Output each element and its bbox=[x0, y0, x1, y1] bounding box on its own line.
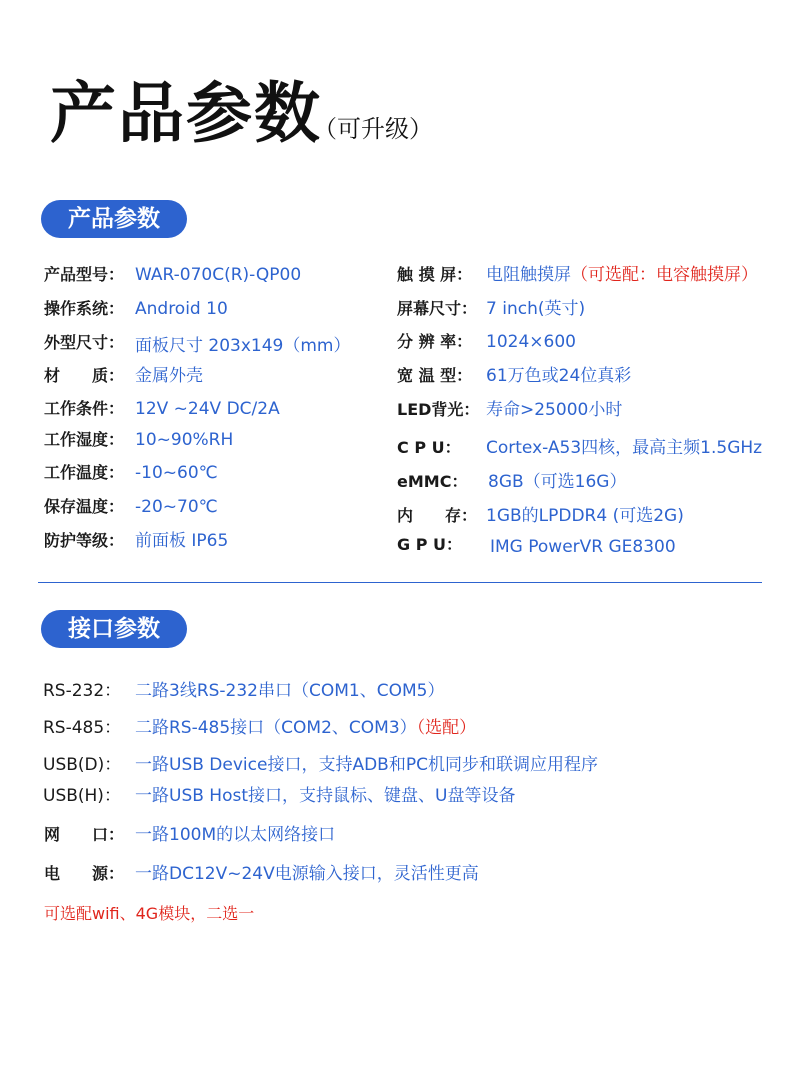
spec-value: 面板尺寸 203x149（mm） bbox=[135, 336, 351, 356]
interface-params-badge: 接口参数 bbox=[41, 610, 187, 648]
spec-value: 金属外壳 bbox=[135, 366, 203, 386]
interface-value bbox=[135, 716, 476, 740]
interface-optional-note: （选配） bbox=[416, 718, 477, 738]
interface-label: 网 口： bbox=[44, 825, 125, 844]
spec-value: Cortex-A53四核，最高主频1.5GHz bbox=[486, 438, 763, 458]
interface-value: 一路DC12V~24V电源输入接口，灵活性更高 bbox=[135, 864, 479, 884]
spec-value: Android 10 bbox=[135, 299, 228, 319]
spec-value: IMG PowerVR GE8300 bbox=[490, 537, 676, 557]
spec-label: C P U： bbox=[397, 438, 461, 457]
spec-label: 内 存： bbox=[397, 506, 478, 525]
interface-value: 一路USB Host接口，支持鼠标、键盘、U盘等设备 bbox=[135, 786, 516, 806]
interface-label: 电 源： bbox=[44, 864, 125, 883]
spec-value: 61万色或24位真彩 bbox=[486, 366, 632, 386]
interface-value: 一路100M的以太网络接口 bbox=[135, 825, 336, 845]
spec-optional-note: （可选配：电容触摸屏） bbox=[571, 265, 758, 285]
spec-label: 外型尺寸： bbox=[44, 333, 125, 352]
spec-value: 10~90%RH bbox=[135, 430, 234, 450]
spec-label: LED背光： bbox=[397, 400, 480, 419]
page-title: 产品参数 bbox=[50, 75, 322, 152]
spec-value: 前面板 IP65 bbox=[135, 531, 229, 551]
spec-value: 7 inch(英寸) bbox=[486, 299, 586, 319]
page-subtitle: （可升级） bbox=[313, 115, 433, 143]
section-divider bbox=[38, 582, 762, 583]
spec-value: 1GB的LPDDR4 (可选2G) bbox=[486, 506, 684, 526]
spec-label: 宽 温 型： bbox=[397, 366, 473, 385]
spec-label: 触 摸 屏： bbox=[397, 265, 473, 284]
interface-label: USB(H)： bbox=[43, 786, 121, 806]
interface-value: 二路3线RS-232串口（COM1、COM5） bbox=[135, 681, 445, 701]
spec-value: -20~70℃ bbox=[135, 497, 218, 517]
product-params-badge: 产品参数 bbox=[41, 200, 187, 238]
spec-label: 分 辨 率： bbox=[397, 332, 473, 351]
spec-label: 工作温度： bbox=[44, 463, 125, 482]
spec-label: 工作条件： bbox=[44, 399, 125, 418]
optional-modules-note: 可选配wifi、4G模块，二选一 bbox=[44, 904, 255, 923]
interface-label: RS-232： bbox=[43, 681, 122, 701]
spec-value: 寿命>25000小时 bbox=[486, 400, 623, 420]
spec-value: WAR-070C(R)-QP00 bbox=[135, 265, 302, 285]
spec-label: G P U： bbox=[397, 535, 462, 554]
spec-label: 保存温度： bbox=[44, 497, 125, 516]
spec-label: 屏幕尺寸： bbox=[397, 299, 478, 318]
spec-value: -10~60℃ bbox=[135, 463, 218, 483]
spec-label: 工作湿度： bbox=[44, 430, 125, 449]
interface-label: USB(D)： bbox=[43, 755, 122, 775]
spec-value: 8GB（可选16G） bbox=[488, 472, 627, 492]
spec-label: 操作系统： bbox=[44, 299, 125, 318]
spec-value-main: 电阻触摸屏 bbox=[486, 265, 571, 285]
spec-label: eMMC： bbox=[397, 472, 468, 491]
spec-value: 12V ~24V DC/2A bbox=[135, 399, 280, 419]
spec-label: 防护等级： bbox=[44, 531, 125, 550]
spec-label: 材 质： bbox=[44, 366, 125, 385]
interface-value: 一路USB Device接口，支持ADB和PC机同步和联调应用程序 bbox=[135, 755, 598, 775]
spec-value: 1024×600 bbox=[486, 332, 576, 352]
spec-value bbox=[486, 263, 758, 287]
spec-label: 产品型号： bbox=[44, 265, 125, 284]
interface-value-main: 二路RS-485接口（COM2、COM3） bbox=[135, 718, 417, 738]
interface-label: RS-485： bbox=[43, 718, 122, 738]
